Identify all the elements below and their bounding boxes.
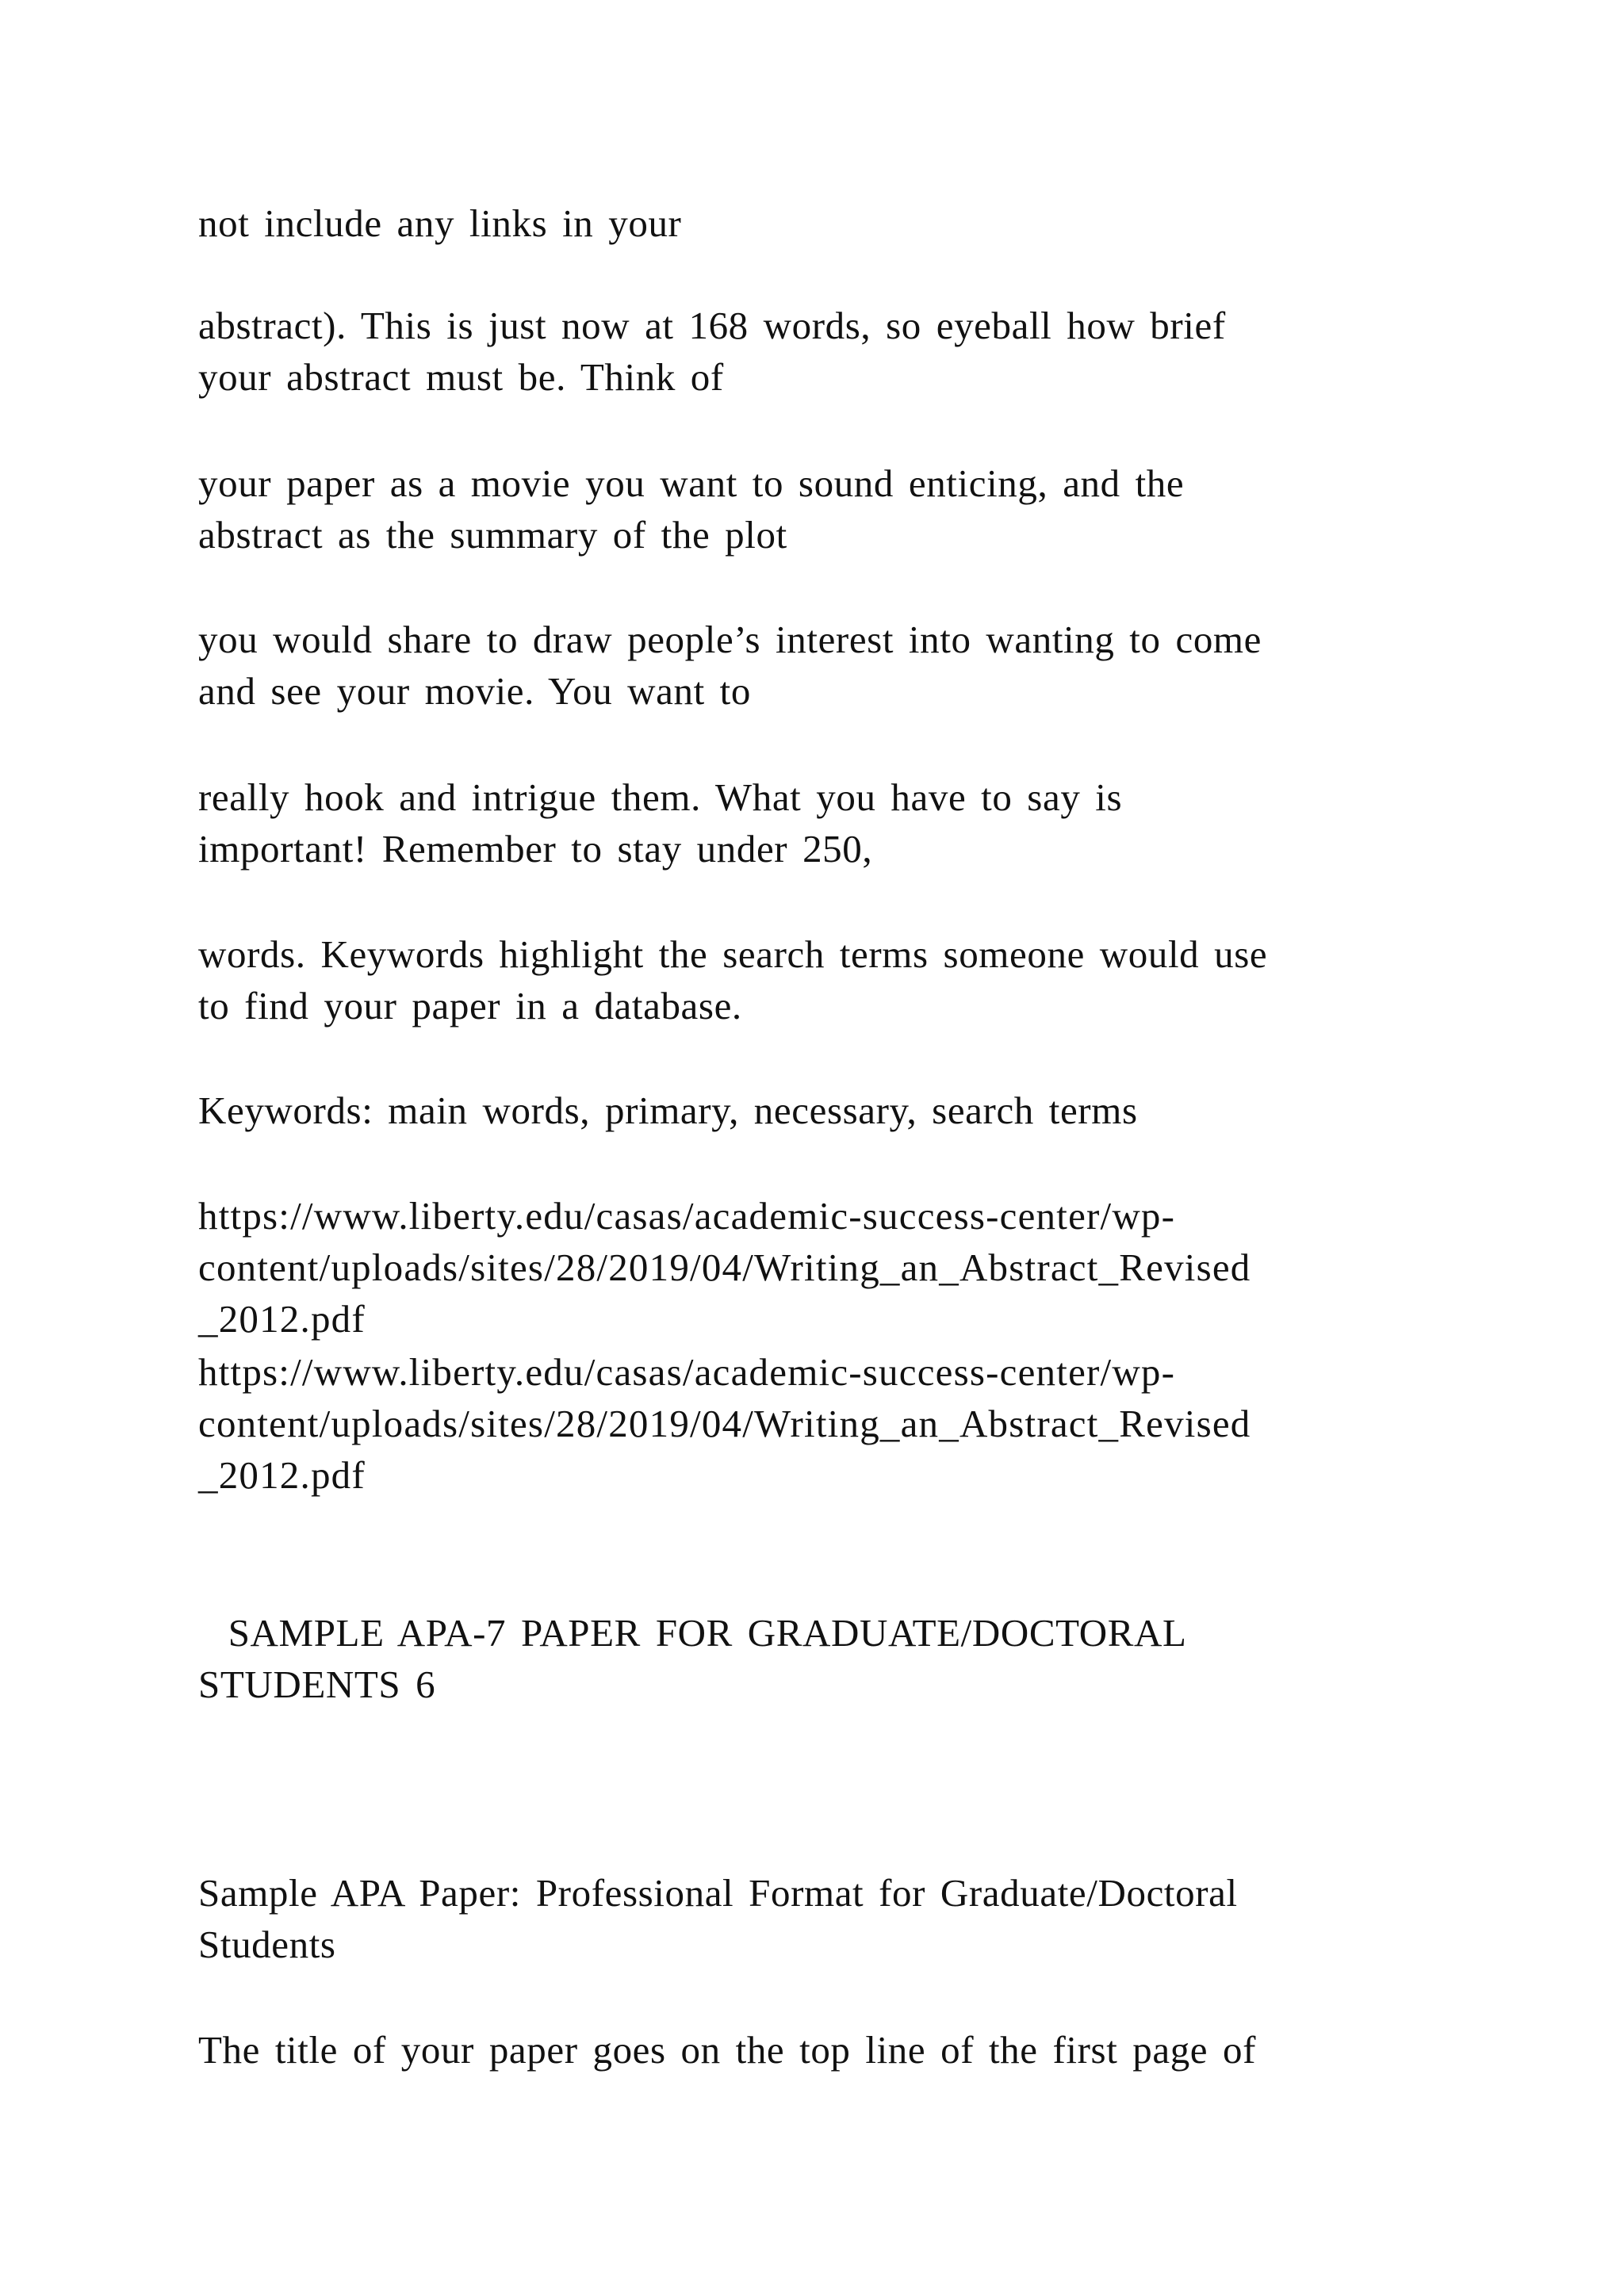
reference-url-line: _2012.pdf [198,1453,366,1497]
paper-title-line: Sample APA Paper: Professional Format for Graduate/Doctoral [198,1871,1238,1915]
body-text-line: and see your movie. You want to [198,669,751,713]
body-text-line: your paper as a movie you want to sound enticing, and the [198,461,1185,505]
body-text-line: important! Remember to stay under 250, [198,827,873,871]
running-head-line: STUDENTS 6 [198,1663,436,1706]
body-text-line: abstract as the summary of the plot [198,513,787,557]
reference-url-line: content/uploads/sites/28/2019/04/Writing_an_Abstract_Revised [198,1402,1251,1445]
body-text-line: to find your paper in a database. [198,984,742,1027]
body-text-line: really hook and intrigue them. What you have to say is [198,775,1123,819]
body-text-line: your abstract must be. Think of [198,355,724,399]
body-text-line: words. Keywords highlight the search terms someone would use [198,932,1268,976]
body-text-line: you would share to draw people’s interest into wanting to come [198,618,1262,661]
body-text-line: abstract). This is just now at 168 words, so eyeball how brief [198,304,1226,347]
paper-title-line: Students [198,1923,336,1966]
reference-url-line: content/uploads/sites/28/2019/04/Writing_an_Abstract_Revised [198,1246,1251,1289]
reference-url-line: https://www.liberty.edu/casas/academic-success-center/wp- [198,1194,1176,1238]
body-text-line: The title of your paper goes on the top line of the first page of [198,2028,1257,2072]
reference-url-line: https://www.liberty.edu/casas/academic-success-center/wp- [198,1350,1176,1394]
running-head-line: SAMPLE APA-7 PAPER FOR GRADUATE/DOCTORAL [198,1611,1187,1655]
body-text-line: not include any links in your [198,201,682,245]
reference-url-line: _2012.pdf [198,1297,366,1341]
keywords-line: Keywords: main words, primary, necessary, search terms [198,1089,1138,1132]
